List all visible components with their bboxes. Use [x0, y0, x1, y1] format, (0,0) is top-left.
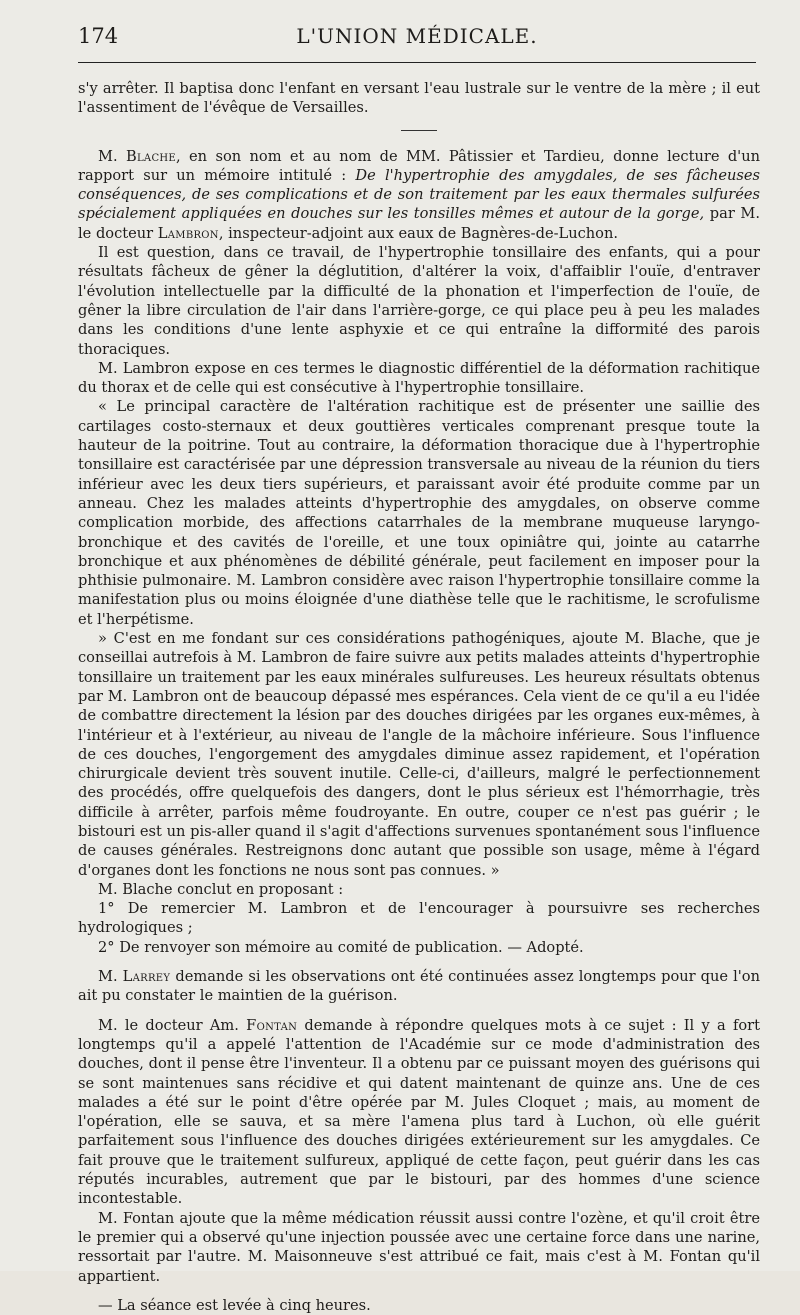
- speaker-name: Larrey: [122, 968, 171, 986]
- memoir-title: De l'hypertrophie des amygdales, de ses fâcheuses conséquences, de ses complications et de son traitement par les eaux thermales sulfurées spécialement appliquées en douches sur les tonsilles mêmes et autour de la gorge,: [78, 166, 760, 223]
- paragraph-quote: « Le principal caractère de l'altération rachitique est de présenter une saillie des cartilages costo-sternaux et deux gouttières verticales comprenant presque toute la hauteur de la poitrine. Tout au contraire, la déformation thoracique due à l'hypertrophie tonsillaire est caractérisée par une dépression transversale au niveau de la réunion du tiers inférieur avec les deux tiers supérieurs, et paraissant avoir été produite comme par un anneau. Chez les malades atteints d'hypertrophie des amygdales, on observe comme complication morbide, des affections catarrhales de la membrane muqueuse laryngo-bronchique et des cavités de l'oreille, et une toux opiniâtre qui, jointe au catarrhe bronchique et aux phénomènes de débilité générale, peut facilement en imposer pour la phthisie pulmonaire. M. Lambron considère avec raison l'hypertrophie tonsillaire comme la manifestation plus ou moins éloignée d'une diathèse telle que le rachitisme, le scrofulisme et l'herpétisme.: [78, 398, 760, 628]
- paragraph-fontan: M. le docteur Am. Fontan demande à répondre quelques mots à ce sujet : Il y a fort longtemps qu'il a appelé l'attention de l'Académie sur ce mode d'administration des douches, dont il pense être l'inventeur. Il a obtenu par ce puissant moyen des guérisons qui se sont maintenues sans récidive et qui datent maintenant de quinze ans. Une de ces malades a été sur le point d'être opérée par M. Jules Cloquet ; mais, au moment de l'opération, elle se sauva, et sa mère l'amena plus tard à Luchon, où elle guérit parfaitement sous l'influence des douches dirigées extérieurement sur les amygdales. Ce fait prouve que le traitement sulfureux, appliqué de cette façon, peut guérir dans les cas réputés incurables, autrement que par le bistouri, par des hommes d'une science incontestable.: [78, 1016, 760, 1208]
- session-closing: — La séance est levée à cinq heures.: [98, 1296, 371, 1314]
- section-separator: [401, 130, 437, 131]
- paragraph: M. Lambron expose en ces termes le diagnostic différentiel de la déformation rachitique du thorax et de celle qui est consécutive à l'hypertrophie tonsillaire.: [78, 359, 760, 397]
- paragraph-larrey: M. Larrey demande si les observations ont été continuées assez longtemps pour que l'on ait pu constater le maintien de la guérison.: [78, 968, 760, 1005]
- conclusion-item: 2° De renvoyer son mémoire au comité de publication. — Adopté.: [98, 938, 584, 956]
- author-name: Lambron: [157, 224, 219, 242]
- paragraph-blache-report: M. Blache, en son nom et au nom de MM. Pâtissier et Tardieu, donne lecture d'un rapport sur un mémoire intitulé : De l'hypertrophie des amygdales, de ses fâcheuses conséquences, de ses complications et de son traitement par les eaux thermales sulfurées spécialement appliquées en douches sur les tonsilles mêmes et autour de la gorge, par M. le docteur Lambron, inspecteur-adjoint aux eaux de Bagnères-de-Luchon.: [78, 147, 760, 242]
- paragraph: M. Blache conclut en proposant :: [98, 880, 344, 898]
- article-body: [78, 79, 760, 1315]
- speaker-name: Fontan: [246, 1016, 298, 1034]
- paragraph-quote: » C'est en me fondant sur ces considérations pathogéniques, ajoute M. Blache, que je conseillai autrefois à M. Lambron de faire suivre aux petits malades atteints d'hypertrophie tonsillaire un traitement par les eaux minérales sulfureuses. Les heureux résultats obtenus par M. Lambron ont de beaucoup dépassé mes espérances. Cela vient de ce qu'il a eu l'idée de combattre directement la lésion par des douches dirigées par les organes eux-mêmes, à l'intérieur et à l'extérieur, au niveau de l'angle de la mâchoire inférieure. Sous l'influence de ces douches, l'engorgement des amygdales diminue assez rapidement, et l'opération chirurgicale devient très souvent inutile. Celle-ci, d'ailleurs, malgré le perfectionnement des procédés, offre quelquefois des dangers, dont le plus sérieux est l'hémorrhagie, très difficile à arrêter, parfois même foudroyante. En outre, couper ce n'est pas guérir ; le bistouri est un pis-aller quand il s'agit d'affections survenues spontanément sous l'influence de causes générales. Restreignons donc autant que possible son usage, même à l'égard d'organes dont les fonctions ne nous sont pas connues. »: [78, 630, 760, 879]
- paragraph-continuation: s'y arrêter. Il baptisa donc l'enfant en versant l'eau lustrale sur le ventre de la mère ; il eut l'assentiment de l'évêque de Versailles.: [78, 80, 760, 117]
- paragraph: Il est question, dans ce travail, de l'hypertrophie tonsillaire des enfants, qui a pour résultats fâcheux de gêner la déglutition, d'altérer la voix, d'affaiblir l'ouïe, d'entraver l'évolution intellectuelle par la difficulté de la phonation et l'imperfection de l'ouïe, de gêner la libre circulation de l'air dans l'arrière-gorge, ce qui place peu à peu les malades dans les conditions d'une lente asphyxie et ce qui entraîne la difformité des parois thoraciques.: [78, 244, 760, 358]
- page-header: [78, 24, 756, 63]
- paragraph: M. Fontan ajoute que la même médication réussit aussi contre l'ozène, et qu'il croit être le premier qui a observé qu'une injection poussée avec une certaine force dans une narine, ressortait par l'autre. M. Maisonneuve s'est attribué ce fait, mais c'est à M. Fontan qu'il appartient.: [78, 1209, 760, 1285]
- conclusion-item: 1° De remercier M. Lambron et de l'encourager à poursuivre ses recherches hydrologiques ;: [78, 900, 760, 937]
- speaker-name: Blache: [125, 147, 177, 165]
- page-number: 174: [78, 24, 119, 48]
- running-title: L'UNION MÉDICALE.: [296, 24, 538, 48]
